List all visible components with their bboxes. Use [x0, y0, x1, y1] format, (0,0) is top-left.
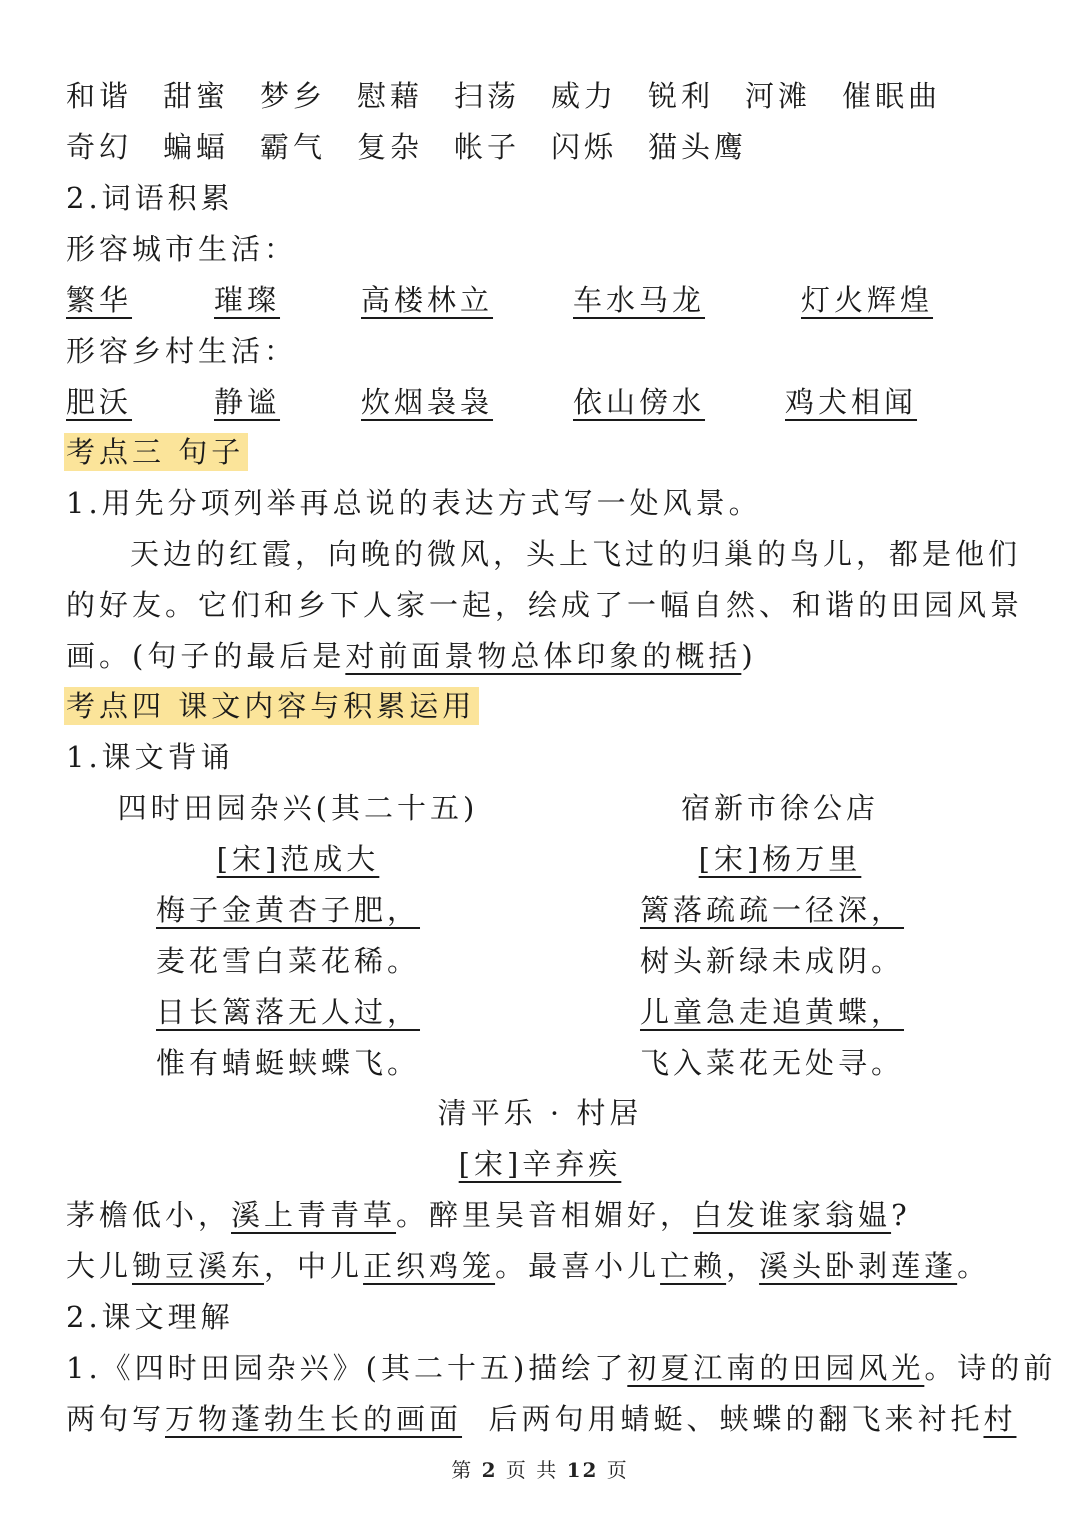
sentence-text: 画。(句子的最后是: [66, 639, 346, 673]
village-word: 鸡犬相闻: [785, 385, 918, 419]
vocab-word: 和谐: [66, 79, 133, 113]
poem-text: ，: [726, 1249, 760, 1283]
poem-line: 儿童急走追黄蝶，: [639, 995, 905, 1029]
understand-text: 两句写: [66, 1402, 166, 1436]
page-footer: [451, 1454, 629, 1483]
kaodian-3-label: 考点三 句子: [64, 433, 248, 471]
vocab-word: 甜蜜: [163, 79, 230, 113]
poem-author: [宋]杨万里: [698, 842, 862, 876]
sentence-note: 对前面景物总体印象的概括: [345, 639, 742, 673]
vocab-row-2: [66, 127, 1016, 167]
vocab-word: 催眠曲: [842, 79, 942, 113]
understand-text-underlined: 万物蓬勃生长的画面: [165, 1402, 463, 1436]
recite-heading: 1.课文背诵: [66, 740, 234, 774]
poem-line: [66, 1195, 911, 1235]
vocab-word: 闪烁: [551, 130, 618, 164]
vocab-word: 梦乡: [260, 79, 327, 113]
vocab-word: 锐利: [648, 79, 715, 113]
vocab-word: 扫荡: [454, 79, 521, 113]
understand-text-underlined: 村: [983, 1402, 1017, 1436]
page-total: 12: [566, 1458, 599, 1482]
understand-text-underlined: 初夏江南的田园风光: [627, 1351, 925, 1385]
city-words: [66, 280, 1016, 320]
understand-heading: 2.课文理解: [66, 1300, 234, 1334]
poem-text: 。: [957, 1249, 991, 1283]
poem-title: 四时田园杂兴(其二十五): [117, 791, 479, 825]
poem-line: 梅子金黄杏子肥，: [155, 893, 421, 927]
understand-text: 。诗的前: [924, 1351, 1057, 1385]
kaodian-4-heading: [66, 686, 479, 726]
vocab-word: 猫头鹰: [648, 130, 748, 164]
poem-text: 。最喜小儿: [495, 1249, 661, 1283]
poem-author: [宋]范成大: [216, 842, 380, 876]
understand-text: 后两句用蜻蜓、蛱蝶的翻飞来衬托: [462, 1402, 984, 1436]
poem-text-underlined: 溪上青青草: [231, 1198, 397, 1232]
sentence-paragraph-line: 天边的红霞，向晚的微风，头上飞过的归巢的鸟儿，都是他们: [130, 537, 1022, 571]
poem-line: 飞入菜花无处寻。: [639, 1046, 905, 1080]
vocab-word: 复杂: [357, 130, 424, 164]
poem-line: 麦花雪白菜花稀。: [155, 944, 421, 978]
poem-author: [宋]辛弃疾: [458, 1147, 622, 1181]
sentence-paragraph-line: 的好友。它们和乡下人家一起，绘成了一幅自然、和谐的田园风景: [66, 588, 1024, 622]
city-word: 繁华: [66, 283, 133, 317]
village-words: [66, 382, 1016, 422]
vocab-word: 慰藉: [357, 79, 424, 113]
kaodian-4-label: 考点四 课文内容与积累运用: [64, 687, 479, 725]
sentence-question: 1.用先分项列举再总说的表达方式写一处风景。: [66, 486, 762, 520]
poem-title: 宿新市徐公店: [680, 791, 880, 825]
village-label: 形容乡村生活：: [66, 334, 298, 368]
village-word: 依山傍水: [573, 385, 706, 419]
vocab-word: 威力: [551, 79, 618, 113]
poem-text: ，中儿: [264, 1249, 364, 1283]
village-word: 肥沃: [66, 385, 133, 419]
sentence-text: ): [741, 639, 757, 673]
village-word: 炊烟袅袅: [361, 385, 494, 419]
poem-text-underlined: 溪头卧剥莲蓬: [759, 1249, 958, 1283]
understand-paragraph-line: [66, 1348, 1056, 1388]
poem-text: 。醉里吴音相媚好，: [396, 1198, 694, 1232]
village-word: 静谧: [214, 385, 281, 419]
sentence-paragraph-line: [66, 636, 757, 676]
vocab-word: 奇幻: [66, 130, 133, 164]
vocab-word: 蝙蝠: [163, 130, 230, 164]
city-word: 车水马龙: [573, 283, 706, 317]
poem-line: 日长篱落无人过，: [155, 995, 421, 1029]
footer-text: 页 共: [505, 1458, 559, 1482]
poem-text-underlined: 亡赖: [660, 1249, 727, 1283]
poem-text: 大儿: [66, 1249, 133, 1283]
poem-line: 树头新绿未成阴。: [639, 944, 905, 978]
city-word: 灯火辉煌: [801, 283, 934, 317]
city-word: 高楼林立: [361, 283, 494, 317]
page-number: 2: [481, 1458, 498, 1482]
city-label: 形容城市生活：: [66, 232, 298, 266]
vocab-word: 霸气: [260, 130, 327, 164]
kaodian-3-heading: [66, 432, 248, 472]
vocab-word: 河滩: [745, 79, 812, 113]
city-word: 璀璨: [214, 283, 281, 317]
poem-text: 茅檐低小，: [66, 1198, 232, 1232]
poem-text-underlined: 白发谁家翁媪: [693, 1198, 892, 1232]
vocab-row-1: [66, 76, 1016, 116]
poem-text-underlined: 正织鸡笼: [363, 1249, 496, 1283]
vocab-word: 帐子: [454, 130, 521, 164]
footer-text: 第: [451, 1458, 474, 1482]
poem-line: 惟有蜻蜓蛱蝶飞。: [155, 1046, 421, 1080]
poem-text: ?: [891, 1198, 911, 1232]
footer-text: 页: [606, 1458, 629, 1482]
understand-paragraph-line: [66, 1399, 1016, 1439]
poem-line: 篱落疏疏一径深，: [639, 893, 905, 927]
poem-text-underlined: 锄豆溪东: [132, 1249, 265, 1283]
section-heading: 2.词语积累: [66, 181, 234, 215]
understand-text: 1.《四时田园杂兴》(其二十五)描绘了: [66, 1351, 628, 1385]
poem-line: [66, 1246, 990, 1286]
poem-title: 清平乐 · 村居: [437, 1096, 643, 1130]
